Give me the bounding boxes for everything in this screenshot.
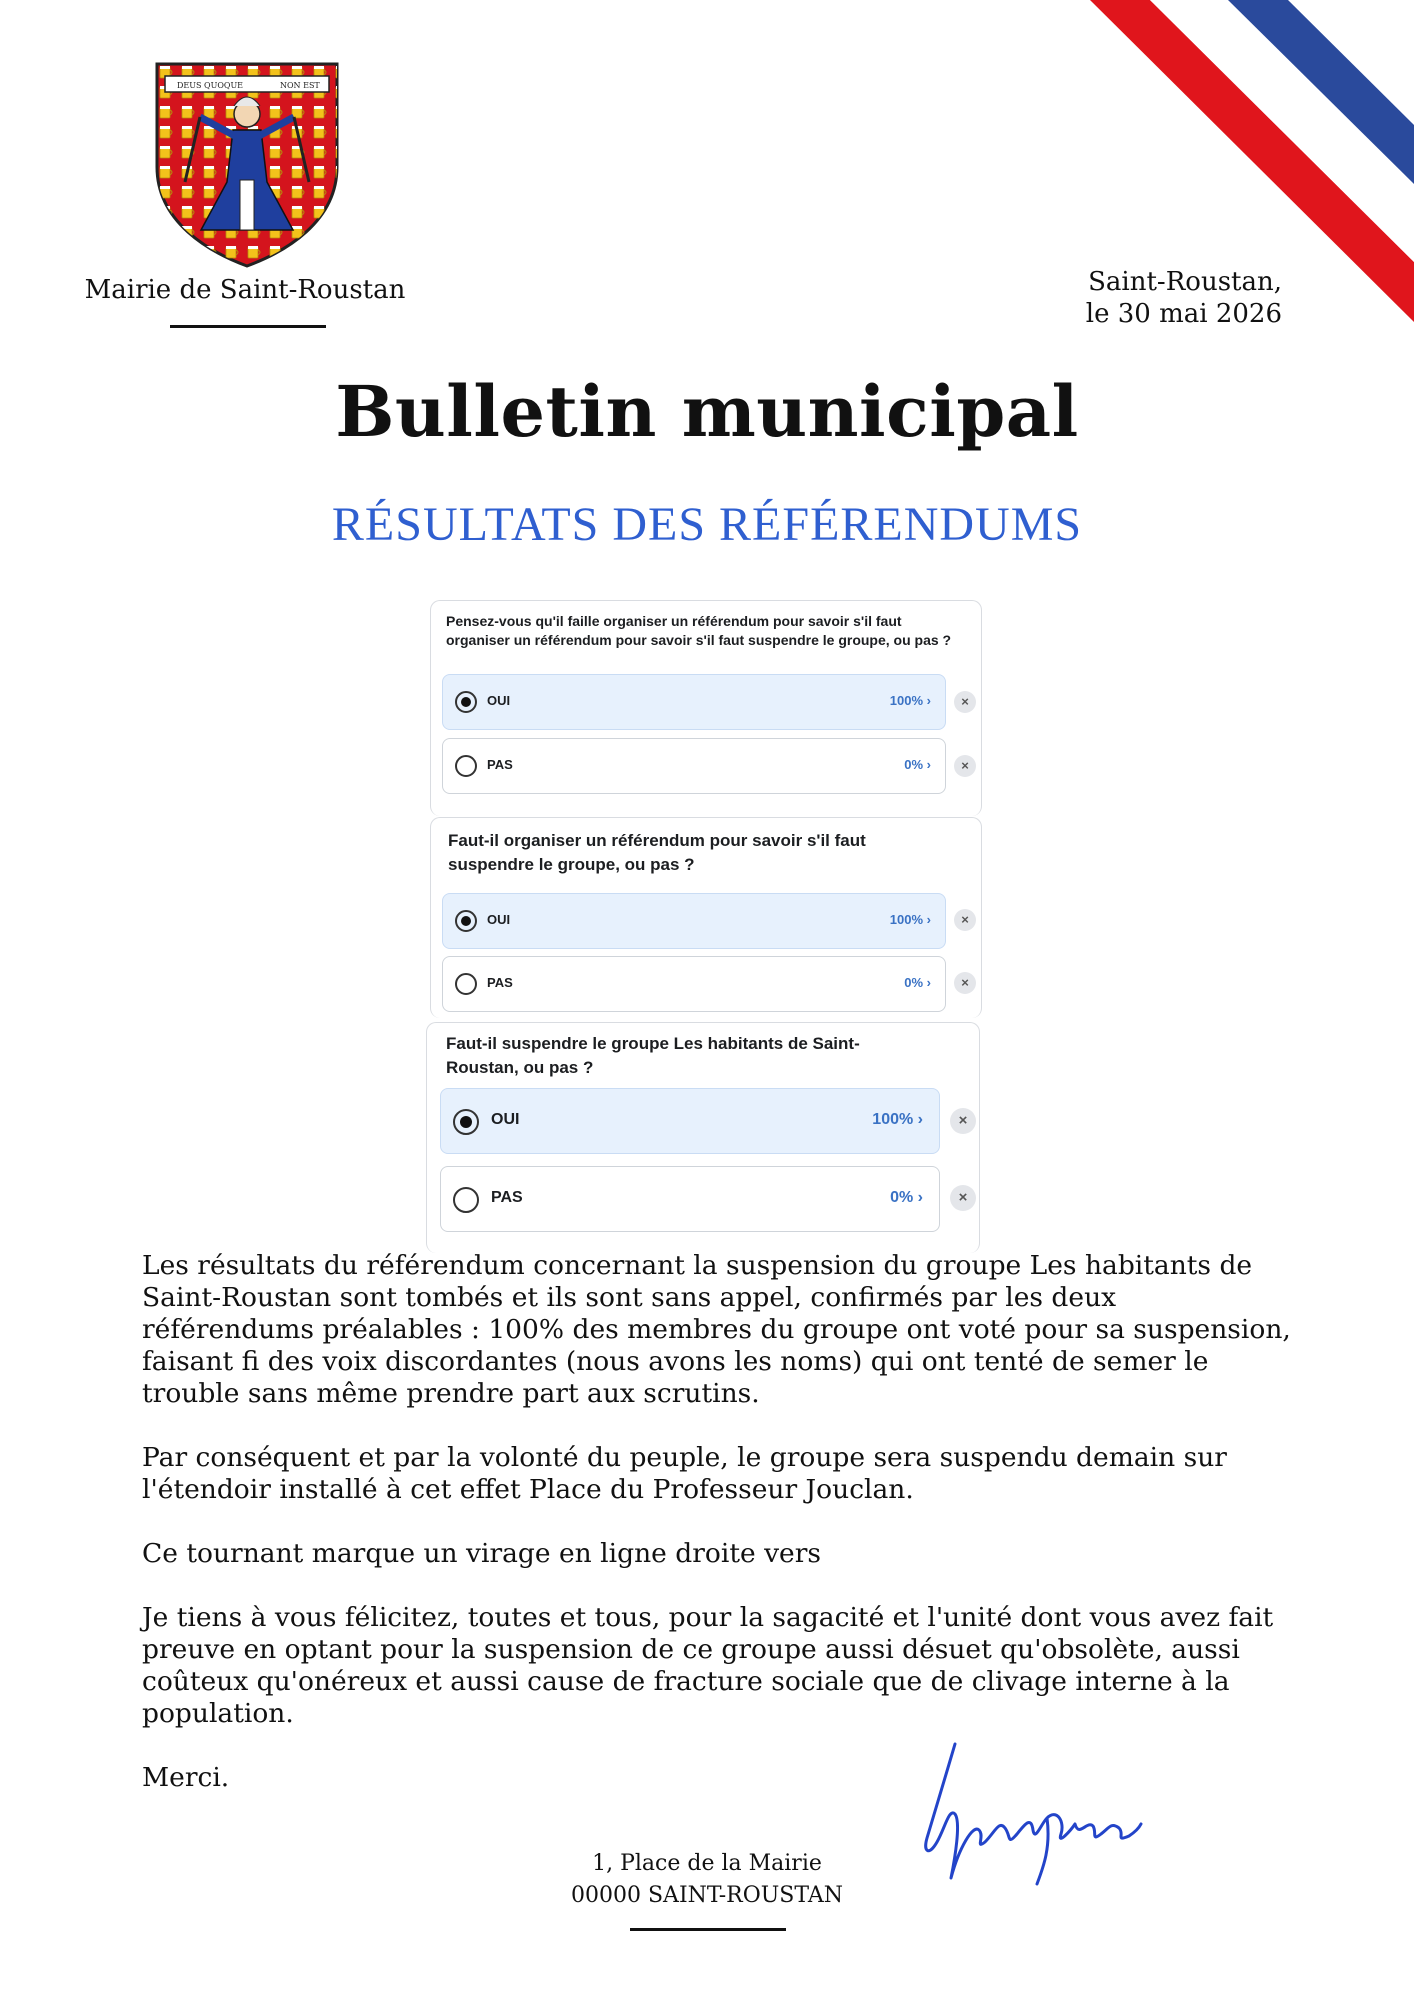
poll-option-pas[interactable]: [440, 1166, 940, 1232]
poll-option-pas[interactable]: [442, 956, 946, 1012]
remove-option-icon[interactable]: ×: [954, 755, 976, 777]
poll-question: Faut-il organiser un référendum pour savoir s'il faut suspendre le groupe, ou pas ?: [448, 831, 866, 874]
remove-option-icon[interactable]: ×: [954, 909, 976, 931]
poll-screenshot-1: [430, 600, 982, 805]
poll-option-oui[interactable]: [440, 1088, 940, 1154]
remove-option-icon[interactable]: ×: [950, 1185, 976, 1211]
coat-motto-left: DEUS QUOQUE: [177, 81, 244, 90]
option-label: PAS: [491, 1189, 523, 1206]
coat-of-arms-logo: [155, 62, 339, 268]
paragraph-results: Les résultats du référendum concernant la suspension du groupe Les habitants de Saint-Roustan sont tombés et ils sont sans appel, confirmés par les deux référendums préalables : 100% des membres du groupe ont voté pour sa suspension, faisant fi des voix discordantes (nous avons les noms) qui ont tenté de semer le trouble sans même prendre part aux scrutins.: [142, 1250, 1291, 1409]
mairie-name: Mairie de Saint-Roustan: [84, 275, 406, 305]
coat-motto-right: NON EST: [280, 81, 320, 90]
header-divider: [170, 325, 326, 328]
remove-option-icon[interactable]: ×: [954, 691, 976, 713]
option-percent: 0% ›: [904, 757, 931, 772]
footer-divider: [630, 1928, 786, 1931]
radio-empty-icon: [455, 755, 477, 777]
poll-question: Faut-il suspendre le groupe Les habitants de Saint-Roustan, ou pas ?: [446, 1034, 860, 1077]
page-subtitle: RÉSULTATS DES RÉFÉRENDUMS: [331, 498, 1083, 551]
option-label: OUI: [491, 1111, 520, 1128]
paragraph-thanks: Merci.: [142, 1762, 230, 1793]
footer-address-line1: 1, Place de la Mairie: [592, 1851, 822, 1876]
body-text: [142, 1250, 1292, 1410]
poll-option-oui[interactable]: [442, 893, 946, 949]
poll-question: Pensez-vous qu'il faille organiser un référendum pour savoir s'il faut organiser un référendum pour savoir s'il faut suspendre le groupe, ou pas ?: [446, 613, 952, 648]
remove-option-icon[interactable]: ×: [950, 1108, 976, 1134]
poll-option-oui[interactable]: [442, 674, 946, 730]
radio-empty-icon: [455, 973, 477, 995]
paragraph-consequence: Par conséquent et par la volonté du peuple, le groupe sera suspendu demain sur l'étendoir installé à cet effet Place du Professeur Jouclan.: [142, 1442, 1227, 1505]
radio-empty-icon: [453, 1187, 479, 1213]
page-title: Bulletin municipal: [335, 370, 1079, 453]
option-percent: 0% ›: [904, 975, 931, 990]
poll-screenshot-2: [430, 817, 982, 1012]
date-place: Saint-Roustan,: [1088, 267, 1282, 297]
option-percent: 100% ›: [889, 693, 931, 708]
body-text: [142, 1602, 1292, 1730]
poll-screenshot-3: [410, 1018, 982, 1238]
option-label: PAS: [487, 757, 513, 772]
date-value: le 30 mai 2026: [1085, 299, 1282, 329]
radio-selected-icon: [455, 910, 477, 932]
option-label: OUI: [487, 912, 511, 927]
paragraph-congratulations: Je tiens à vous félicitez, toutes et tous, pour la sagacité et l'unité dont vous avez fait preuve en optant pour la suspension de ce groupe aussi désuet qu'obsolète, aussi coûteux qu'onéreux et aussi cause de fracture sociale que de clivage interne à la population.: [142, 1602, 1274, 1729]
radio-selected-icon: [455, 691, 477, 713]
body-text: [142, 1442, 1292, 1506]
option-percent: 100% ›: [872, 1111, 923, 1128]
option-label: OUI: [487, 693, 511, 708]
paragraph-turning-point: Ce tournant marque un virage en ligne droite vers: [142, 1538, 821, 1569]
footer-address-line2: 00000 SAINT-ROUSTAN: [571, 1883, 843, 1908]
radio-selected-icon: [453, 1109, 479, 1135]
body-text: [142, 1538, 1292, 1570]
poll-option-pas[interactable]: [442, 738, 946, 794]
option-percent: 0% ›: [890, 1189, 923, 1206]
option-label: PAS: [487, 975, 513, 990]
remove-option-icon[interactable]: ×: [954, 972, 976, 994]
option-percent: 100% ›: [889, 912, 931, 927]
date-block: [1086, 266, 1282, 330]
